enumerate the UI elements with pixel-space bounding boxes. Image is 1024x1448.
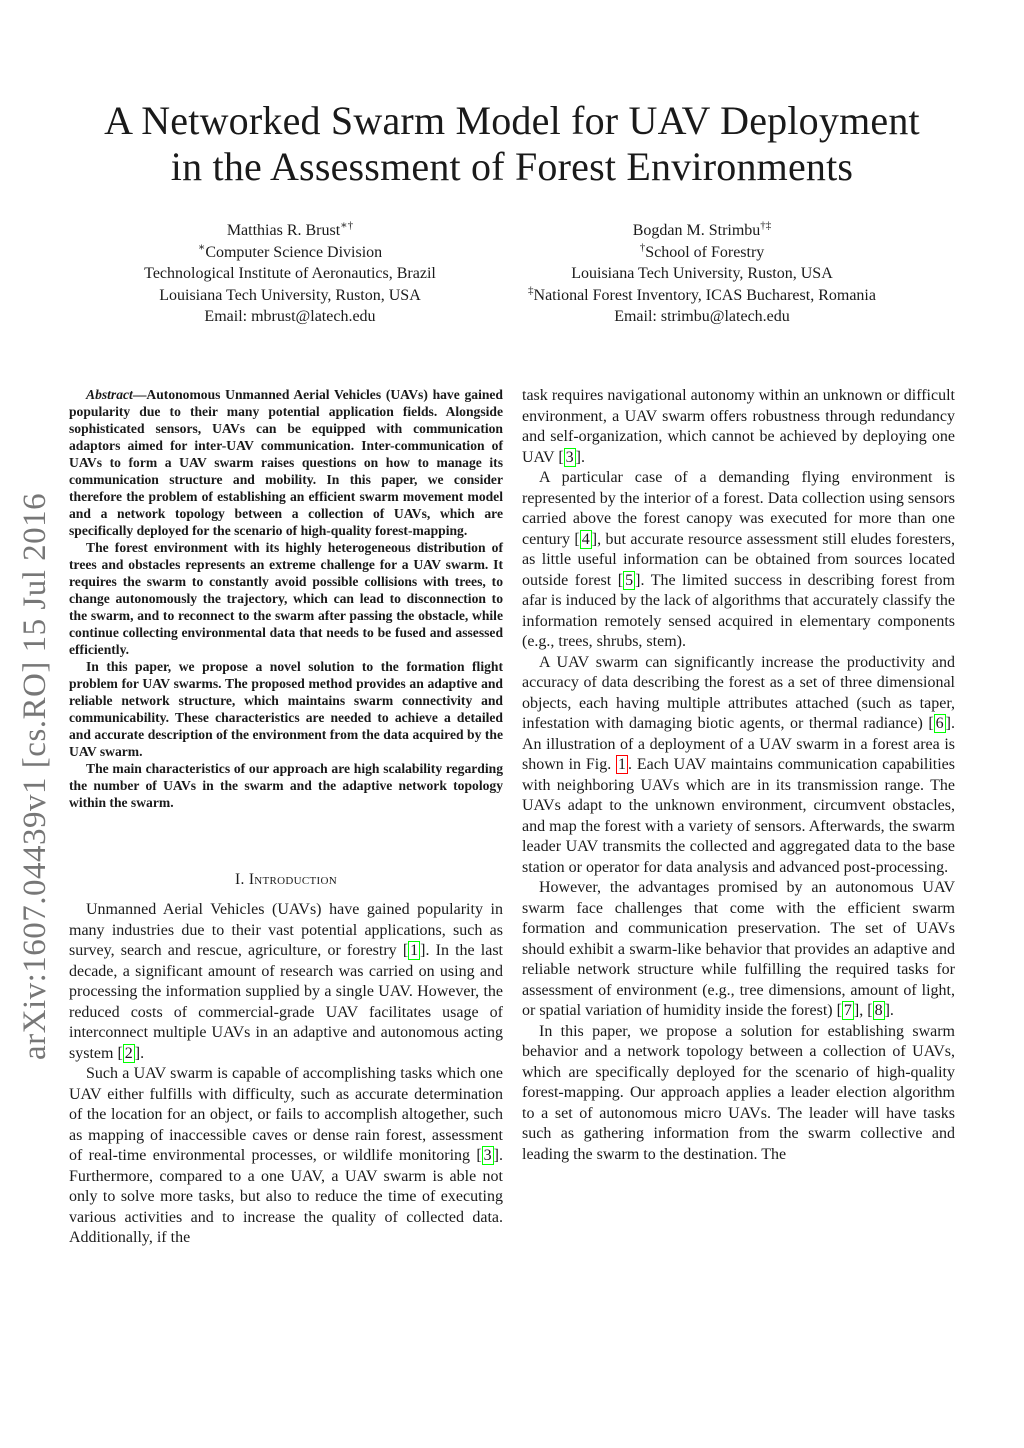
citation-link[interactable]: 3 xyxy=(565,448,574,466)
arxiv-stamp: arXiv:1607.04439v1 [cs.RO] 15 Jul 2016 xyxy=(17,492,53,1060)
author-affiliation: Louisiana Tech University, Ruston, USA xyxy=(159,286,421,304)
body-paragraph: task requires navigational autonomy within an unknown or difficult environment, a UAV swarm offers robustness through redundancy and self-organization, which cannot be achieved by deploying one UAV [ 3 ]. xyxy=(522,387,955,466)
introduction-left xyxy=(69,900,503,1249)
body-paragraph: However, the advantages promised by an autonomous UAV swarm face challenges that come with the efficient swarm formation and communication preservation. The set of UAVs should exhibit a swarm-like behavior that provides an adaptive and reliable network structure while fulfilling the required tasks for assessment of environment (e.g., tree dimensions, amount of light, or spatial variation of humidity inside the forest) [ 7 ], [ 8 ]. xyxy=(522,879,955,1019)
abstract-label: Abstract xyxy=(86,387,133,402)
citation-link[interactable]: 7 xyxy=(843,1002,852,1019)
affiliation-mark: ‡ xyxy=(528,284,534,297)
author-block-2 xyxy=(500,220,904,328)
author-affiliation: †School of Forestry xyxy=(639,241,765,261)
abstract xyxy=(69,386,503,811)
author-email: Email: strimbu@latech.edu xyxy=(614,308,790,325)
introduction-right xyxy=(522,386,955,1165)
affiliation-mark: † xyxy=(639,241,646,254)
body-paragraph: A UAV swarm can significantly increase the productivity and accuracy of data describing the forest as a set of three dimensional objects, each having multiple attributes attached (such as taper, infestation with damaging biotic agents, or thermal radiance) [ 6 ]. An illustration of a deployment of a UAV swarm in a forest area is shown in Fig. 1 . Each UAV maintains communication capabilities with neighboring UAVs which are in its transmission range. The UAVs adapt to the unknown environment, circumvent obstacles, and map the forest with a variety of sensors. Afterwards, the swarm leader UAV transmits the collected and aggregated data to the base station or operator for data analysis and advanced post-processing. xyxy=(522,653,956,876)
citation-link[interactable]: 6 xyxy=(935,715,944,732)
abstract-paragraph: In this paper, we propose a novel solution to the formation flight problem for UAV swarms. The proposed method provides an adaptive and reliable network structure, which maintains swarm connectivity and communicability. These characteristics are needed to achieve a detailed and accurate description of the environment from the data acquired by the UAV swarm. xyxy=(69,659,503,759)
author-affiliation: ‡National Forest Inventory, ICAS Bucharest, Romania xyxy=(528,284,876,304)
body-paragraph: In this paper, we propose a solution for establishing swarm behavior and a network topology between a collection of UAVs, which are specifically deployed for the scenario of high-quality forest-mapping. Our approach applies a leader election algorithm to a set of autonomous micro UAVs. The leader will have tasks such as gathering information from the swarm collective and leading the swarm to the destination. The xyxy=(522,1022,955,1163)
citation-link[interactable]: 2 xyxy=(124,1044,133,1062)
abstract-paragraph: The main characteristics of our approach are high scalability regarding the number of UAVs in the swarm and the adaptive network topology within the swarm. xyxy=(69,761,503,810)
author-affiliation: Louisiana Tech University, Ruston, USA xyxy=(571,265,833,282)
body-paragraph: A particular case of a demanding flying environment is represented by the interior of a forest. Data collection using sensors carried above the forest canopy was executed for more than one century [ 4 ], but accurate resource assessment still eludes foresters, as little useful information can be obtained from sources located outside forest [ 5 ]. The limited success in describing forest from afar is induced by the lack of algorithms that accurately classify the information remotely sensed acquired in elementary components (e.g., trees, shrubs, stem). xyxy=(522,469,955,650)
body-paragraph: Such a UAV swarm is capable of accomplishing tasks which one UAV either fulfills with difficulty, such as accurate determination of the location for an object, or fails to accomplish altogether, such as mapping of inaccessible caves or dense rain forest, assessment of real-time environmental processes, or wildlife monitoring [ 3 ]. Furthermore, compared to a one UAV, a UAV swarm is able not only to solve more tasks, but also to reduce the time of executing various activities and to increase the quality of collected data. Additionally, if the xyxy=(69,1065,503,1246)
body-paragraph: Unmanned Aerial Vehicles (UAVs) have gained popularity in many industries due to their vast potential applications, such as survey, search and rescue, agriculture, or forestry [ 1 ]. In the last decade, a significant amount of research was carried on using and processing the information supplied by a single UAV. However, the reduced costs of commercial-grade UAV facilitates usage of interconnect multiple UAVs in an adaptive and autonomous acting system [ 2 ]. xyxy=(69,901,504,1062)
author-affiliation: ∗Computer Science Division xyxy=(197,241,383,261)
author-block-1 xyxy=(120,220,460,328)
author-name: Bogdan M. Strimbu†‡ xyxy=(632,219,772,239)
abstract-paragraph: The forest environment with its highly heterogeneous distribution of trees and obstacles represents an extreme challenge for a UAV swarm. It requires the swarm to constantly avoid possible collisions with trees, to change autonomously the trajectory, which can lead to disconnection to the swarm, and to reconnect to the swarm after passing the obstacle, while continue collecting environmental data that needs to be fused and assessed efficiently. xyxy=(69,540,503,657)
author-name: Matthias R. Brust∗† xyxy=(226,219,354,239)
citation-link[interactable]: 3 xyxy=(483,1147,492,1164)
author-email: Email: mbrust@latech.edu xyxy=(204,308,376,325)
citation-link[interactable]: 4 xyxy=(581,530,590,548)
paper-title-line-2: in the Assessment of Forest Environments xyxy=(170,144,854,189)
section-heading: I. Introduction xyxy=(234,871,338,888)
abstract-paragraph: Abstract—Autonomous Unmanned Aerial Vehicles (UAVs) have gained popularity due to their many potential application fields. Alongside sophisticated sensors, UAVs can be equipped with communication adaptors aimed for inter-UAV communication. Inter-communication of UAVs to form a UAV swarm raises questions on how to manage its communication structure and mobility. In this paper, we consider therefore the problem of establishing an efficient swarm movement model and a network topology between a collection of UAVs, which are specifically deployed for the scenario of high-quality forest-mapping. xyxy=(69,387,503,538)
author-marks: †‡ xyxy=(760,219,772,232)
citation-link[interactable]: 5 xyxy=(625,571,634,589)
author-affiliation: Technological Institute of Aeronautics, Brazil xyxy=(144,265,436,282)
citation-link[interactable]: 8 xyxy=(874,1002,883,1019)
figure-link[interactable]: 1 xyxy=(618,756,627,773)
author-marks: ∗† xyxy=(340,219,354,232)
paper-title xyxy=(0,98,1024,190)
affiliation-mark: ∗ xyxy=(197,241,206,254)
paper-title-line-1: A Networked Swarm Model for UAV Deployment xyxy=(104,98,920,143)
citation-link[interactable]: 1 xyxy=(410,942,419,959)
